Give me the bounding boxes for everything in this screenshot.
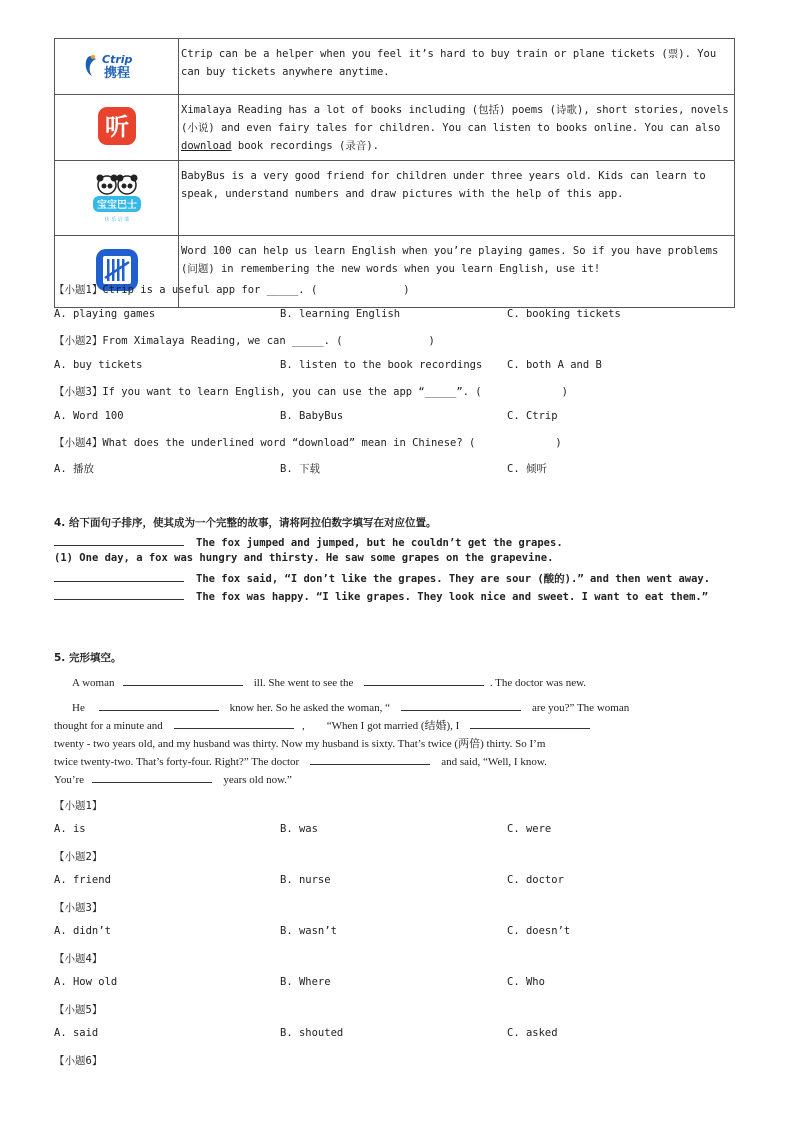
cloze-question-4-label: 【小题4】 — [54, 953, 103, 965]
cloze-question-3-label: 【小题3】 — [54, 902, 103, 914]
cloze-blank-7[interactable] — [310, 753, 430, 765]
ximalaya-description — [179, 95, 735, 161]
ctrip-logo-icon — [55, 39, 179, 95]
question-text: What does the underlined word “download” mean in Chinese? ( — [102, 437, 476, 449]
ctrip-description: Ctrip can be a helper when you feel it’s hard to buy train or plane tickets (票). You can buy tickets anywhere anytime. — [179, 39, 735, 95]
ctrip-brand-en: Ctrip — [101, 53, 132, 66]
q1-option-c[interactable]: C. booking tickets — [507, 308, 621, 320]
story-line-3 — [54, 570, 710, 586]
story-sentence: The fox was happy. “I like grapes. They look nice and sweet. I want to eat them.” — [196, 591, 709, 603]
answer-bracket-close: ) — [555, 437, 562, 449]
cloze-passage — [54, 674, 730, 794]
c3-option-b[interactable]: B. wasn’t — [280, 925, 337, 937]
q1-option-a[interactable]: A. playing games — [54, 308, 156, 320]
c2-option-b[interactable]: B. nurse — [280, 874, 331, 886]
passage-row-2: He know her. So he asked the woman, “ are you?” The woman — [72, 699, 629, 717]
section5-heading: 5. 完形填空。 — [54, 652, 122, 664]
question-text: From Ximalaya Reading, we can _____. ( — [102, 335, 343, 347]
cloze-blank-3[interactable] — [99, 699, 219, 711]
q1-option-b[interactable]: B. learning English — [280, 308, 401, 320]
q4-option-b[interactable]: B. 下载 — [280, 463, 320, 475]
question-1 — [54, 282, 410, 297]
story-sentence: One day, a fox was hungry and thirsty. He saw some grapes on the grapevine. — [79, 552, 554, 564]
cloze-blank-6[interactable] — [470, 717, 590, 729]
cloze-blank-4[interactable] — [401, 699, 521, 711]
app-row-ximalaya — [55, 95, 735, 161]
cloze-question-6-label: 【小题6】 — [54, 1055, 103, 1067]
c5-option-b[interactable]: B. shouted — [280, 1027, 344, 1039]
download-underlined-word: download — [181, 140, 232, 152]
word100-description: Word 100 can help us learn English when you’re playing games. So if you have problems (问题) in remembering the new words when you learn English, use it! — [179, 236, 735, 308]
question-text: If you want to learn English, you can use the app “_____”. ( — [102, 386, 482, 398]
story-line-2 — [54, 552, 553, 564]
question-text: Ctrip is a useful app for _____. ( — [102, 284, 318, 296]
passage-row-4: twenty - two years old, and my husband was thirty. Now my husband is sixty. That’s twice (两倍) thirty. So I’m — [54, 738, 546, 750]
c1-option-c[interactable]: C. were — [507, 823, 552, 835]
c5-option-c[interactable]: C. asked — [507, 1027, 558, 1039]
passage-row-5: twice twenty-two. That’s forty-four. Right?” The doctor and said, “Well, I know. — [54, 753, 547, 771]
question-label: 【小题4】 — [54, 437, 103, 449]
ximalaya-logo-icon — [55, 95, 179, 161]
passage-row-1: A woman ill. She went to see the . The doctor was new. — [72, 674, 586, 692]
question-label: 【小题2】 — [54, 335, 103, 347]
cloze-blank-5[interactable] — [174, 717, 294, 729]
c4-option-b[interactable]: B. Where — [280, 976, 331, 988]
babybus-brand-sub: 快 乐 启 蒙 — [104, 216, 129, 223]
passage-row-6: You’re years old now.” — [54, 771, 292, 789]
q2-option-b[interactable]: B. listen to the book recordings — [280, 359, 483, 371]
c2-option-a[interactable]: A. friend — [54, 874, 111, 886]
story-line-1 — [54, 534, 563, 549]
c4-option-c[interactable]: C. Who — [507, 976, 545, 988]
question-label: 【小题1】 — [54, 284, 103, 296]
q3-option-c[interactable]: C. Ctrip — [507, 410, 558, 422]
order-blank[interactable] — [54, 588, 184, 600]
cloze-question-2-label: 【小题2】 — [54, 851, 103, 863]
question-2 — [54, 333, 435, 348]
cloze-question-5-label: 【小题5】 — [54, 1004, 103, 1016]
cloze-blank-1[interactable] — [123, 674, 243, 686]
passage-row-3: thought for a minute and , “When I got married (结婚), I — [54, 717, 590, 735]
question-4 — [54, 435, 562, 450]
app-row-ctrip — [55, 39, 735, 95]
q4-option-a[interactable]: A. 播放 — [54, 463, 94, 475]
question-3 — [54, 384, 568, 399]
q3-option-b[interactable]: B. BabyBus — [280, 410, 344, 422]
answer-bracket-close: ) — [403, 284, 410, 296]
c4-option-a[interactable]: A. How old — [54, 976, 118, 988]
q2-option-c[interactable]: C. both A and B — [507, 359, 602, 371]
q2-option-a[interactable]: A. buy tickets — [54, 359, 143, 371]
story-sentence: The fox said, “I don’t like the grapes. They are sour (酸的).” and then went away. — [196, 573, 711, 585]
order-blank[interactable] — [54, 534, 184, 546]
question-label: 【小题3】 — [54, 386, 103, 398]
c5-option-a[interactable]: A. said — [54, 1027, 99, 1039]
app-row-babybus — [55, 161, 735, 236]
story-line-4 — [54, 588, 708, 603]
ximalaya-brand-glyph: 听 — [104, 113, 129, 141]
babybus-brand-cn: 宝宝巴士 — [96, 199, 137, 211]
section4-heading: 4. 给下面句子排序，使其成为一个完整的故事，请将阿拉伯数字填写在对应位置。 — [54, 517, 437, 529]
ximalaya-desc-part-a: Ximalaya Reading has a lot of books including (包括) poems (诗歌), short stories, novels (小说) and even fairy tales for children. You can listen to books online. You can also — [181, 104, 729, 134]
cloze-blank-2[interactable] — [364, 674, 484, 686]
order-number: (1) — [54, 552, 73, 564]
q3-option-a[interactable]: A. Word 100 — [54, 410, 124, 422]
babybus-description: BabyBus is a very good friend for children under three years old. Kids can learn to speak, understand numbers and draw pictures with the help of this app. — [179, 161, 735, 236]
story-sentence: The fox jumped and jumped, but he couldn’t get the grapes. — [196, 537, 563, 549]
c3-option-a[interactable]: A. didn’t — [54, 925, 111, 937]
ximalaya-desc-part-b: book recordings (录音). — [231, 140, 380, 152]
babybus-logo-icon — [55, 161, 179, 236]
ctrip-brand-cn: 携程 — [103, 66, 130, 80]
c3-option-c[interactable]: C. doesn’t — [507, 925, 571, 937]
c1-option-b[interactable]: B. was — [280, 823, 318, 835]
answer-bracket-close: ) — [561, 386, 568, 398]
c1-option-a[interactable]: A. is — [54, 823, 86, 835]
cloze-question-1-label: 【小题1】 — [54, 800, 103, 812]
order-blank[interactable] — [54, 570, 184, 582]
apps-table — [54, 38, 735, 308]
q4-option-c[interactable]: C. 倾听 — [507, 463, 547, 475]
c2-option-c[interactable]: C. doctor — [507, 874, 564, 886]
cloze-blank-8[interactable] — [92, 771, 212, 783]
answer-bracket-close: ) — [428, 335, 435, 347]
